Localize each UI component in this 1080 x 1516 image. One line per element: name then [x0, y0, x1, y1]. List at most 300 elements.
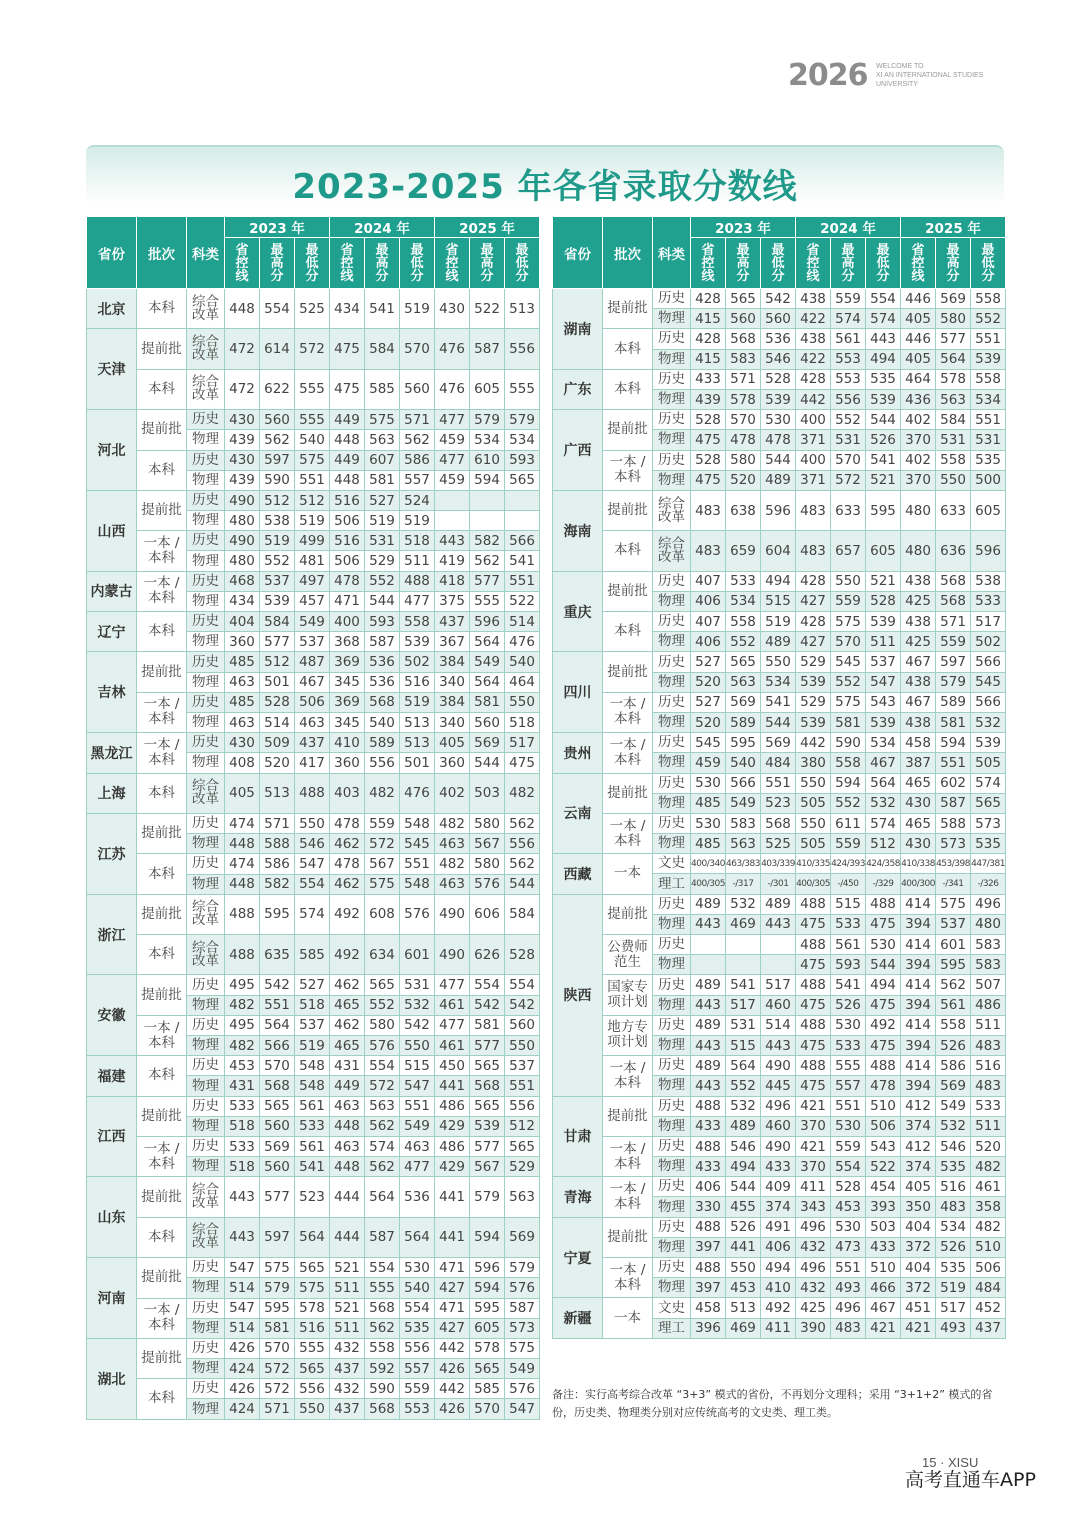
score-cell: 471: [330, 591, 365, 611]
score-cell: 552: [726, 632, 761, 652]
score-cell: 475: [796, 1035, 831, 1055]
score-cell: 433: [691, 369, 726, 389]
score-cell: 513: [400, 712, 435, 732]
score-cell: 534: [971, 389, 1006, 409]
subject-cell: 物理: [653, 632, 691, 652]
score-cell: 544: [365, 591, 400, 611]
table-row: [553, 490, 1006, 530]
score-cell: 580: [470, 813, 505, 833]
score-cell: [505, 490, 540, 510]
score-cell: 562: [365, 1318, 400, 1338]
score-cell: 462: [330, 834, 365, 854]
batch-cell: 提前批: [603, 773, 653, 813]
subject-cell: 物理: [187, 1318, 225, 1338]
score-cell: 372: [901, 1278, 936, 1298]
score-cell: 575: [260, 1258, 295, 1278]
score-cell: 448: [330, 470, 365, 490]
score-cell: 360: [225, 632, 260, 652]
score-cell: 590: [365, 1379, 400, 1399]
score-cell: 548: [295, 1056, 330, 1076]
score-cell: 549: [470, 652, 505, 672]
score-cell: 367: [435, 632, 470, 652]
score-cell: 340: [435, 712, 470, 732]
table-row: [553, 692, 1006, 712]
score-cell: 488: [796, 1015, 831, 1035]
subject-cell: 物理: [187, 712, 225, 732]
score-cell: 374: [901, 1116, 936, 1136]
title-banner: [86, 145, 1004, 207]
score-cell: 512: [260, 652, 295, 672]
score-cell: 405: [435, 733, 470, 753]
score-cell: 506: [971, 1258, 1006, 1278]
score-cell: 489: [726, 1116, 761, 1136]
score-cell: 396: [691, 1318, 726, 1338]
score-cell: 527: [295, 975, 330, 995]
table-row: [87, 692, 540, 712]
score-cell: 536: [365, 652, 400, 672]
batch-cell: 提前批: [603, 652, 653, 692]
subject-cell: 物理: [187, 470, 225, 490]
page-number: 15 · XISU: [922, 1455, 979, 1470]
score-cell: 611: [831, 813, 866, 833]
table-row: [553, 410, 1006, 430]
score-cell: 582: [470, 531, 505, 551]
score-cell: 495: [225, 975, 260, 995]
score-cell: 521: [866, 571, 901, 591]
score-cell: 549: [726, 793, 761, 813]
score-cell: 558: [365, 1338, 400, 1358]
score-cell: 507: [971, 975, 1006, 995]
table-row: [87, 1056, 540, 1076]
score-cell: 533: [726, 571, 761, 591]
score-cell: 369: [330, 652, 365, 672]
score-cell: 571: [400, 410, 435, 430]
score-cell: 573: [936, 834, 971, 854]
score-cell: 485: [691, 834, 726, 854]
score-cell: 371: [796, 470, 831, 490]
score-cell: 515: [726, 1035, 761, 1055]
score-cell: 635: [260, 935, 295, 975]
score-cell: 571: [260, 1399, 295, 1419]
score-cell: 550: [761, 652, 796, 672]
province-cell: 浙江: [87, 894, 137, 975]
score-cell: 588: [936, 813, 971, 833]
score-cell: 443: [691, 995, 726, 1015]
score-cell: 554: [831, 1157, 866, 1177]
score-cell: 475: [796, 914, 831, 934]
score-cell: 519: [400, 692, 435, 712]
score-cell: 539: [971, 733, 1006, 753]
score-cell: 434: [225, 591, 260, 611]
score-cell: 539: [761, 389, 796, 409]
score-cell: 488: [295, 773, 330, 813]
score-cell: 560: [260, 410, 295, 430]
score-cell: 604: [761, 531, 796, 571]
score-cell: 561: [295, 1136, 330, 1156]
score-cell: 408: [225, 753, 260, 773]
header-year: 2024 年: [330, 217, 435, 238]
batch-cell: 提前批: [603, 1217, 653, 1257]
table-row: [553, 289, 1006, 309]
score-cell: 556: [365, 753, 400, 773]
score-cell: 581: [831, 712, 866, 732]
score-cell: 475: [505, 753, 540, 773]
batch-cell: 提前批: [603, 289, 653, 329]
score-cell: 530: [831, 1217, 866, 1237]
score-cell: 493: [831, 1278, 866, 1298]
score-cell: 634: [365, 935, 400, 975]
score-cell: 560: [260, 1116, 295, 1136]
score-cell: 595: [470, 1298, 505, 1318]
batch-cell: 提前批: [137, 894, 187, 934]
score-cell: 539: [260, 591, 295, 611]
score-cell: 529: [365, 551, 400, 571]
score-cell: 539: [796, 672, 831, 692]
score-cell: 550: [295, 1399, 330, 1419]
score-cell: 465: [330, 995, 365, 1015]
subject-cell: 物理: [653, 349, 691, 369]
score-cell: 544: [866, 410, 901, 430]
score-cell: 563: [365, 430, 400, 450]
batch-cell: 一本 / 本科: [137, 1015, 187, 1055]
score-cell: 530: [691, 773, 726, 793]
score-cell: 570: [260, 1056, 295, 1076]
score-cell: 565: [365, 975, 400, 995]
score-cell: [761, 955, 796, 975]
subject-cell: 历史: [187, 1298, 225, 1318]
score-cell: 480: [225, 551, 260, 571]
score-cell: 535: [971, 834, 1006, 854]
score-cell: 576: [365, 1036, 400, 1056]
score-cell: 394: [901, 914, 936, 934]
score-cell: 568: [365, 1298, 400, 1318]
score-cell: 587: [365, 1217, 400, 1257]
score-cell: 441: [435, 1217, 470, 1257]
table-row: [87, 894, 540, 934]
subject-cell: 物理: [653, 1197, 691, 1217]
score-cell: 595: [866, 490, 901, 530]
batch-cell: 提前批: [137, 652, 187, 692]
score-cell: 535: [936, 1157, 971, 1177]
score-cell: 491: [761, 1217, 796, 1237]
score-cell: 532: [936, 1116, 971, 1136]
score-cell: 514: [225, 1278, 260, 1298]
score-cell: 350: [901, 1197, 936, 1217]
score-cell: 581: [936, 712, 971, 732]
score-cell: 360: [330, 753, 365, 773]
score-cell: 596: [470, 1258, 505, 1278]
score-cell: 578: [936, 369, 971, 389]
score-cell: 552: [831, 672, 866, 692]
score-cell: 426: [225, 1379, 260, 1399]
table-row: [87, 289, 540, 329]
score-cell: 561: [831, 935, 866, 955]
score-cell: 497: [295, 571, 330, 591]
score-cell: 443: [761, 1035, 796, 1055]
table-row: [87, 1177, 540, 1217]
score-cell: 426: [225, 1338, 260, 1358]
score-cell: 587: [470, 329, 505, 369]
score-cell: 493: [936, 1318, 971, 1338]
score-cell: 475: [866, 1035, 901, 1055]
score-cell: 492: [866, 1015, 901, 1035]
score-cell: 529: [796, 692, 831, 712]
score-cell: 540: [400, 1278, 435, 1298]
score-cell: 448: [330, 1157, 365, 1177]
score-cell: 542: [400, 1015, 435, 1035]
province-cell: 福建: [87, 1056, 137, 1096]
score-cell: 564: [470, 672, 505, 692]
score-cell: 547: [866, 672, 901, 692]
subject-cell: 历史: [187, 1258, 225, 1278]
score-cell: 572: [260, 1379, 295, 1399]
score-cell: 539: [470, 1116, 505, 1136]
batch-cell: 提前批: [603, 490, 653, 530]
score-cell: 555: [831, 1056, 866, 1076]
score-cell: 345: [330, 712, 365, 732]
score-cell: 488: [691, 1136, 726, 1156]
score-cell: 477: [435, 975, 470, 995]
score-cell: 374: [901, 1157, 936, 1177]
batch-cell: 提前批: [137, 490, 187, 530]
score-cell: 531: [365, 531, 400, 551]
subject-cell: 历史: [653, 329, 691, 349]
score-cell: 531: [400, 975, 435, 995]
score-cell: 554: [365, 1258, 400, 1278]
score-cell: 574: [971, 773, 1006, 793]
score-cell: 488: [796, 1056, 831, 1076]
score-cell: 549: [936, 1096, 971, 1116]
score-cell: 522: [505, 591, 540, 611]
score-cell: -/301: [761, 874, 796, 894]
province-cell: 云南: [553, 773, 603, 854]
score-cell: 594: [470, 1217, 505, 1257]
score-cell: 586: [400, 450, 435, 470]
score-cell: 575: [831, 692, 866, 712]
score-cell: 517: [726, 995, 761, 1015]
province-cell: 辽宁: [87, 612, 137, 652]
score-cell: 520: [726, 470, 761, 490]
score-cell: 526: [936, 1035, 971, 1055]
score-cell: 369: [330, 692, 365, 712]
score-cell: 559: [831, 289, 866, 309]
subject-cell: 物理: [653, 914, 691, 934]
score-cell: 450: [435, 1056, 470, 1076]
score-cell: 489: [691, 1056, 726, 1076]
score-cell: 492: [330, 935, 365, 975]
table-row: [553, 1096, 1006, 1116]
score-cell: 428: [796, 369, 831, 389]
score-cell: 402: [901, 410, 936, 430]
score-cell: 528: [691, 450, 726, 470]
table-row: [553, 1177, 1006, 1197]
score-cell: 463: [225, 712, 260, 732]
score-cell: 529: [505, 1157, 540, 1177]
score-cell: 537: [505, 1056, 540, 1076]
batch-cell: 公费师 范生: [603, 935, 653, 975]
score-cell: 556: [505, 329, 540, 369]
score-cell: 556: [831, 389, 866, 409]
score-cell: 477: [400, 591, 435, 611]
score-cell: 530: [831, 1015, 866, 1035]
score-cell: 475: [330, 329, 365, 369]
score-cell: 558: [726, 612, 761, 632]
score-cell: 478: [761, 430, 796, 450]
score-cell: 405: [901, 1177, 936, 1197]
score-cell: 523: [761, 793, 796, 813]
score-cell: 575: [936, 894, 971, 914]
score-cell: 406: [761, 1237, 796, 1257]
score-cell: 371: [796, 430, 831, 450]
score-cell: 488: [225, 894, 260, 934]
score-cell: 562: [365, 1157, 400, 1177]
score-cell: 595: [260, 1298, 295, 1318]
score-cell: 486: [971, 995, 1006, 1015]
score-cell: 433: [691, 1116, 726, 1136]
score-cell: 569: [726, 692, 761, 712]
score-cell: 525: [295, 289, 330, 329]
score-cell: 494: [726, 1157, 761, 1177]
subject-cell: 物理: [653, 995, 691, 1015]
score-cell: 370: [796, 1116, 831, 1136]
score-cell: 519: [365, 511, 400, 531]
score-cell: 475: [330, 369, 365, 409]
score-cell: 482: [505, 773, 540, 813]
score-cell: 443: [435, 531, 470, 551]
score-cell: 430: [901, 834, 936, 854]
score-cell: 565: [295, 1258, 330, 1278]
header-year: 2023 年: [225, 217, 330, 238]
batch-cell: 提前批: [137, 1258, 187, 1298]
batch-cell: 一本 / 本科: [603, 692, 653, 732]
subject-cell: 历史: [187, 612, 225, 632]
subject-cell: 物理: [187, 753, 225, 773]
subject-cell: 历史: [653, 692, 691, 712]
score-cell: 516: [971, 1056, 1006, 1076]
score-cell: 442: [796, 733, 831, 753]
header-column: 最 高 分: [726, 238, 761, 289]
score-cell: 570: [470, 1399, 505, 1419]
table-row: [553, 975, 1006, 995]
score-cell: 565: [971, 793, 1006, 813]
score-cell: 454: [866, 1177, 901, 1197]
score-cell: 570: [726, 410, 761, 430]
score-cell: 460: [761, 1116, 796, 1136]
score-cell: 568: [936, 591, 971, 611]
score-cell: 546: [726, 1136, 761, 1156]
score-cell: 547: [505, 1399, 540, 1419]
score-cell: [691, 955, 726, 975]
score-cell: 482: [971, 1157, 1006, 1177]
score-cell: 424/393: [831, 854, 866, 874]
batch-cell: 一本 / 本科: [137, 692, 187, 732]
score-cell: 411: [796, 1177, 831, 1197]
score-cell: 428: [691, 289, 726, 309]
score-cell: 410/338: [901, 854, 936, 874]
table-row: [553, 1056, 1006, 1076]
score-cell: 586: [260, 854, 295, 874]
score-cell: 540: [365, 712, 400, 732]
score-cell: 528: [761, 369, 796, 389]
batch-cell: 一本: [603, 1298, 653, 1338]
score-cell: 517: [971, 612, 1006, 632]
score-cell: 559: [365, 813, 400, 833]
score-cell: 459: [435, 470, 470, 490]
table-row: [87, 531, 540, 551]
score-cell: 404: [901, 1258, 936, 1278]
score-cell: 390: [796, 1318, 831, 1338]
table-row: [553, 612, 1006, 632]
score-cell: 483: [936, 1197, 971, 1217]
province-cell: 上海: [87, 773, 137, 813]
score-cell: 546: [761, 349, 796, 369]
score-cell: [726, 955, 761, 975]
score-cell: 568: [260, 1076, 295, 1096]
score-cell: 437: [330, 1399, 365, 1419]
table-row: [87, 571, 540, 591]
score-cell: 431: [225, 1076, 260, 1096]
score-cell: 583: [726, 349, 761, 369]
table-row: [87, 935, 540, 975]
province-cell: 贵州: [553, 733, 603, 773]
score-cell: 565: [295, 1359, 330, 1379]
score-cell: 480: [901, 490, 936, 530]
score-cell: 448: [225, 874, 260, 894]
score-cell: 562: [936, 975, 971, 995]
score-cell: 488: [400, 571, 435, 591]
score-cell: 531: [971, 430, 1006, 450]
score-cell: 494: [761, 571, 796, 591]
subject-cell: 历史: [653, 289, 691, 309]
score-cell: 638: [726, 490, 761, 530]
score-cell: 462: [330, 975, 365, 995]
score-cell: 566: [505, 531, 540, 551]
score-cell: 520: [971, 1136, 1006, 1156]
score-cell: 541: [761, 692, 796, 712]
header-column: 省 控 线: [901, 238, 936, 289]
score-cell: 429: [435, 1157, 470, 1177]
score-cell: 570: [831, 450, 866, 470]
score-cell: 469: [726, 914, 761, 934]
subject-cell: 综合 改革: [187, 773, 225, 813]
score-cell: 583: [971, 955, 1006, 975]
subject-cell: 历史: [653, 410, 691, 430]
subject-cell: 物理: [653, 470, 691, 490]
score-cell: 568: [470, 1076, 505, 1096]
score-cell: 489: [761, 894, 796, 914]
score-cell: 490: [435, 935, 470, 975]
score-cell: 414: [901, 1015, 936, 1035]
score-cell: 464: [901, 369, 936, 389]
score-cell: 463: [225, 672, 260, 692]
score-cell: 563: [365, 1096, 400, 1116]
score-cell: 533: [971, 1096, 1006, 1116]
score-cell: 404: [901, 1217, 936, 1237]
score-cell: 494: [866, 975, 901, 995]
score-cell: 406: [691, 591, 726, 611]
subject-cell: 物理: [187, 995, 225, 1015]
score-cell: 400/340: [691, 854, 726, 874]
table-row: [553, 652, 1006, 672]
score-cell: 406: [691, 1177, 726, 1197]
score-cell: 485: [691, 793, 726, 813]
score-cell: 465: [330, 1036, 365, 1056]
batch-cell: 本科: [603, 612, 653, 652]
header-subject: 科类: [187, 217, 225, 289]
score-cell: 636: [936, 531, 971, 571]
header-year: 2023 年: [691, 217, 796, 238]
header-logo: [788, 58, 1008, 94]
